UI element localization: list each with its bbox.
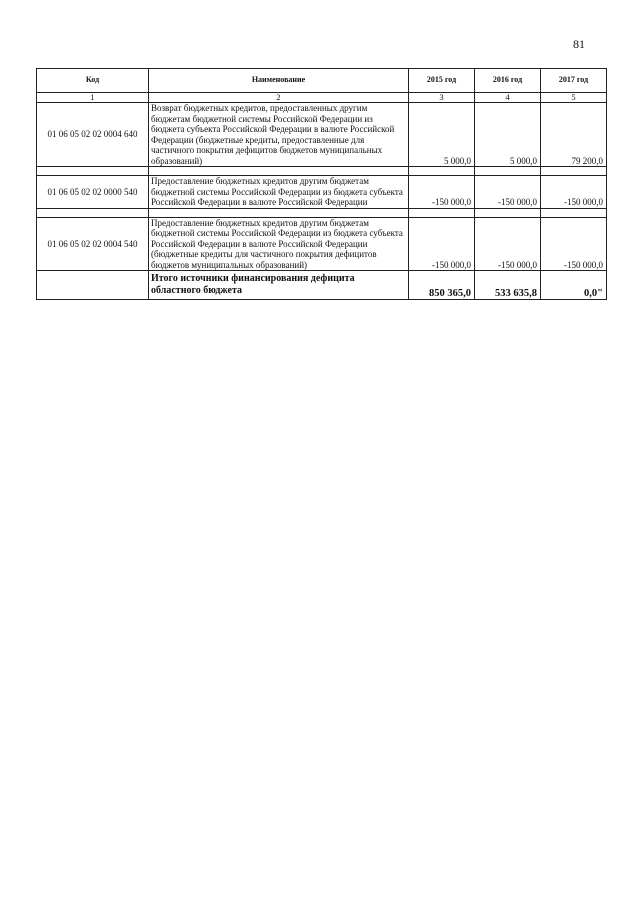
total-row [37,271,607,300]
header-2017: 2017 год [541,69,607,93]
row-value-2015: -150 000,0 [409,217,475,271]
row-value-2016: -150 000,0 [475,217,541,271]
table-row [37,103,607,167]
row-value-2016: -150 000,0 [475,176,541,209]
spacer-row [37,167,607,176]
total-value-2017: 0,0" [541,271,607,300]
total-value-2015: 850 365,0 [409,271,475,300]
column-number: 4 [475,93,541,103]
total-name: Итого источники финансирования дефицита областного бюджета [149,271,409,300]
column-number: 1 [37,93,149,103]
page-number: 81 [573,37,585,51]
row-value-2015: 5 000,0 [409,103,475,167]
header-2016: 2016 год [475,69,541,93]
row-name: Возврат бюджетных кредитов, предоставленных другим бюджетам бюджетной системы Российской Федерации из бюджета субъекта Российской Федерации в валюте Российской Федерации (бюджетные кредиты, предоставленные для частичного покрытия дефицитов бюджетов муниципальных образований) [149,103,409,167]
column-number: 2 [149,93,409,103]
column-number: 5 [541,93,607,103]
row-value-2015: -150 000,0 [409,176,475,209]
header-row [37,69,607,93]
row-name: Предоставление бюджетных кредитов другим бюджетам бюджетной системы Российской Федерации из бюджета субъекта Российской Федерации в валюте Российской Федерации [149,176,409,209]
table-row [37,217,607,271]
row-value-2016: 5 000,0 [475,103,541,167]
header-code: Код [37,69,149,93]
header-2015: 2015 год [409,69,475,93]
row-value-2017: -150 000,0 [541,176,607,209]
total-code [37,271,149,300]
row-code: 01 06 05 02 02 0000 540 [37,176,149,209]
header-name: Наименование [149,69,409,93]
column-number: 3 [409,93,475,103]
total-value-2016: 533 635,8 [475,271,541,300]
row-value-2017: 79 200,0 [541,103,607,167]
row-name: Предоставление бюджетных кредитов другим бюджетам бюджетной системы Российской Федерации из бюджета субъекта Российской Федерации в валюте Российской Федерации (бюджетные кредиты для частичного покрытия дефицитов бюджетов муниципальных образований) [149,217,409,271]
budget-sources-table [36,68,607,300]
row-code: 01 06 05 02 02 0004 540 [37,217,149,271]
table-row [37,176,607,209]
column-number-row [37,93,607,103]
row-value-2017: -150 000,0 [541,217,607,271]
row-code: 01 06 05 02 02 0004 640 [37,103,149,167]
spacer-row [37,208,607,217]
